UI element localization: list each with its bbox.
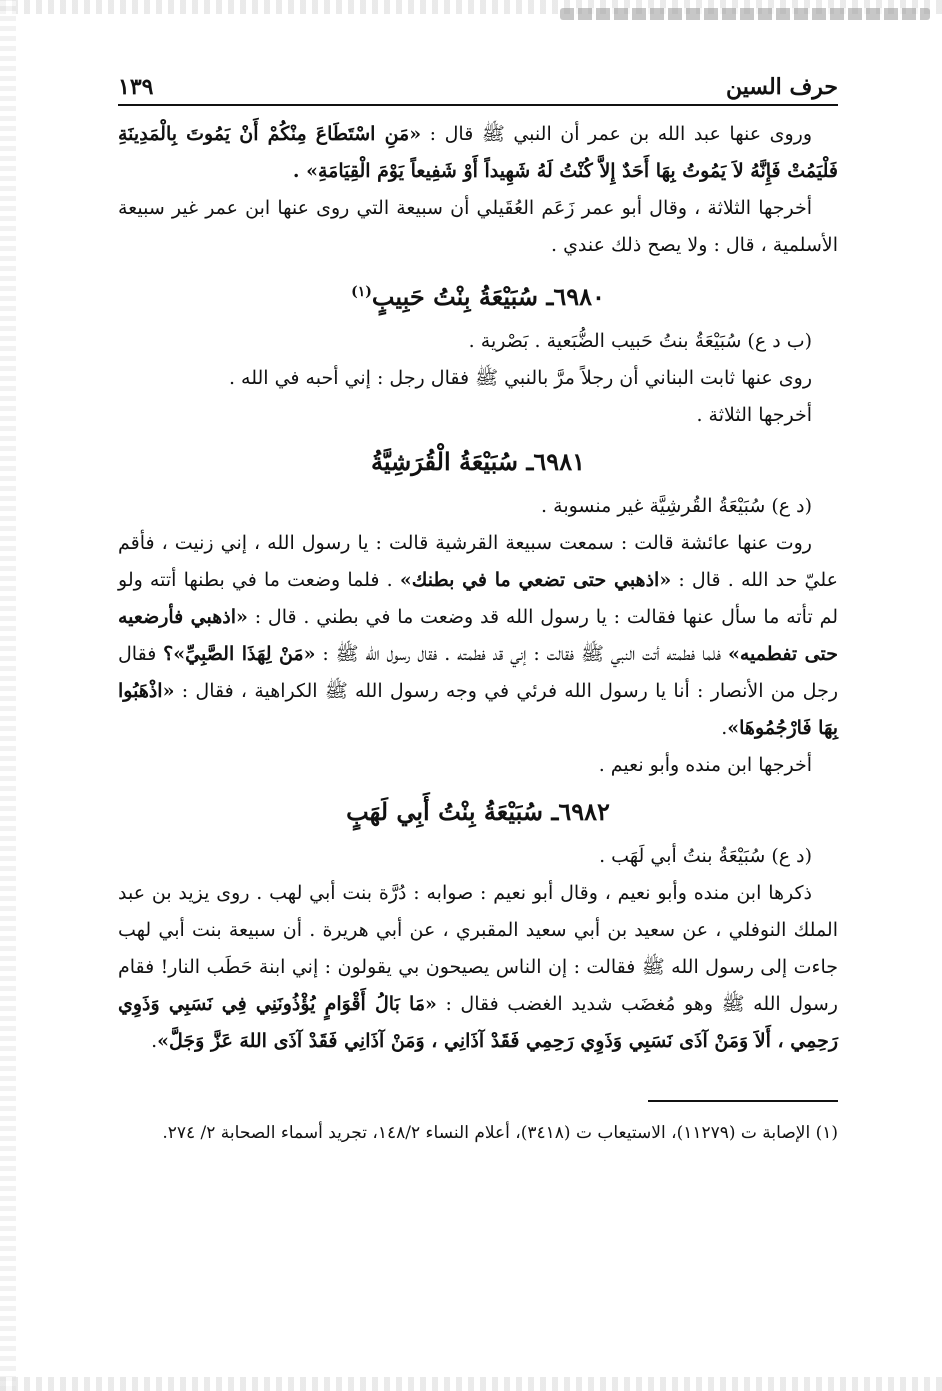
hadith-quote: «مَنْ لِهَذَا الصَّبِيِّ»؟ — [163, 643, 316, 665]
footnote: (١) الإصابة ت (١١٢٧٩)، الاستيعاب ت (٣٤١٨)، أعلام النساء ١٤٨/٢، تجريد أسماء الصحابة ٢/ ٢٧٤. — [162, 1123, 838, 1143]
hadith-quote: «مَا بَالُ أَقْوَامٍ يُؤْذُونَنِي فِي نَسَبِي وَذَوِي رَحِمِي ، أَلاَ وَمَنْ آذَى نَسَبِي وَذَوِي رَحِمِي فَقَدْ آذَانِي ، وَمَنْ آذَانِي فَقَدْ آذَى اللهَ عَزَّ وَجَلَّ» — [118, 993, 838, 1052]
entry-heading-6980-text: ٦٩٨٠ـ سُبَيْعَةُ بِنْتُ حَبِيبٍ — [371, 282, 605, 311]
footnote-marker: (١) — [351, 284, 372, 300]
scan-border-bottom — [0, 1377, 942, 1391]
text-segment: فقال رجل من الأنصار : أنا يا رسول الله فرئي في وجه رسول الله ﷺ الكراهية ، فقال : — [118, 643, 838, 702]
scan-border-left — [0, 0, 16, 1391]
text-segment: . — [721, 717, 728, 739]
hadith-quote: «اذْهَبُوا بِهَا فَارْجُمُوهَا» — [118, 680, 838, 739]
entry-6981-source: (د ع) سُبَيْعَةُ القُرشِيَّة غير منسوبة . — [541, 495, 812, 517]
text-segment: . — [151, 1030, 158, 1052]
entry-heading-6982: ٦٩٨٢ـ سُبَيْعَةُ بِنْتُ أَبِي لَهَبٍ — [346, 797, 610, 826]
text-segment: فلما فطمته أتت النبي ﷺ فقالت : إني قد فطمته . فقال رسول الله ﷺ : — [322, 643, 722, 665]
entry-6982-source: (د ع) سُبَيْعَةُ بنتُ أبي لَهَب . — [599, 845, 812, 867]
header-rule — [118, 104, 838, 106]
entry-6980-text: روى عنها ثابت البناني أن رجلاً مرَّ بالنبي ﷺ فقال رجل : إني أحبه في الله . — [228, 367, 812, 389]
entry-6980-source: (ب د ع) سُبَيْعَةُ بنتُ حَبيب الضُّبَعية . بَصْرية . — [468, 330, 812, 352]
footnote-rule — [648, 1100, 838, 1102]
entry-6980-closing: أخرجها الثلاثة . — [696, 404, 812, 426]
entry-6982-text — [118, 875, 838, 1060]
intro-hadith: «مَنِ اسْتَطَاعَ مِنْكُمْ أَنْ يَمُوتَ بِالْمَدِينَةِ فَلْيَمُتْ فَإِنَّهُ لاَ يَمُوتُ بِهَا أَحَدٌ إِلاَّ كُنْتُ لَهُ شَهِيداً أَوْ شَفِيعاً يَوْمَ الْقِيَامَةِ» . — [118, 123, 838, 182]
page — [118, 60, 838, 1150]
page-number: ١٣٩ — [118, 74, 154, 100]
text-segment: ذكرها ابن منده وأبو نعيم ، وقال أبو نعيم : صوابه : دُرَّة بنت أبي لهب . روى يزيد بن عبد الملك النوفلي ، عن سعيد بن أبي سعيد المقبري ، عن أبي هريرة . أن سبيعة بنت أبي لهب جاءت إلى رسول الله ﷺ فقالت : إن الناس يصيحون بي يقولون : إني ابنة حَطَب النار! فقام رسول الله ﷺ وهو مُغضَب شديد الغضب فقال : — [118, 882, 838, 1015]
text-segment: روت عنها عائشة قالت : سمعت سبيعة القرشية قالت : يا رسول الله ، إني زنيت ، فأقم عليّ حد الله . قال : — [118, 532, 838, 591]
intro-paragraph-2: أخرجها الثلاثة ، وقال أبو عمر زَعَم العُقَيلي أن سبيعة التي روى عنها ابن عمر غير سبيعة الأسلمية ، قال : ولا يصح ذلك عندي . — [118, 197, 838, 256]
page-header — [118, 60, 838, 100]
entry-6981-text — [118, 525, 838, 747]
entry-6981-closing: أخرجها ابن منده وأبو نعيم . — [598, 754, 812, 776]
intro-paragraph — [118, 116, 838, 190]
hadith-quote: «اذهبي حتى تضعي ما في بطنك» — [399, 569, 672, 591]
intro-text: وروى عنها عبد الله بن عمر أن النبي ﷺ قال : — [429, 123, 812, 145]
entry-heading-6981: ٦٩٨١ـ سُبَيْعَةُ الْقُرَشِيَّةُ — [371, 447, 585, 476]
ornament-band — [560, 8, 930, 20]
entry-heading-6980 — [118, 272, 838, 317]
hadith-quote: «اذهبي فأرضعيه حتى تفطميه» — [118, 606, 838, 665]
running-title: حرف السين — [725, 74, 838, 100]
text-segment: . فلما وضعت ما في بطنها أتته ولو لم تأته ما سأل عنها فقالت : يا رسول الله قد وضعت ما في بطني . قال : — [118, 569, 838, 628]
